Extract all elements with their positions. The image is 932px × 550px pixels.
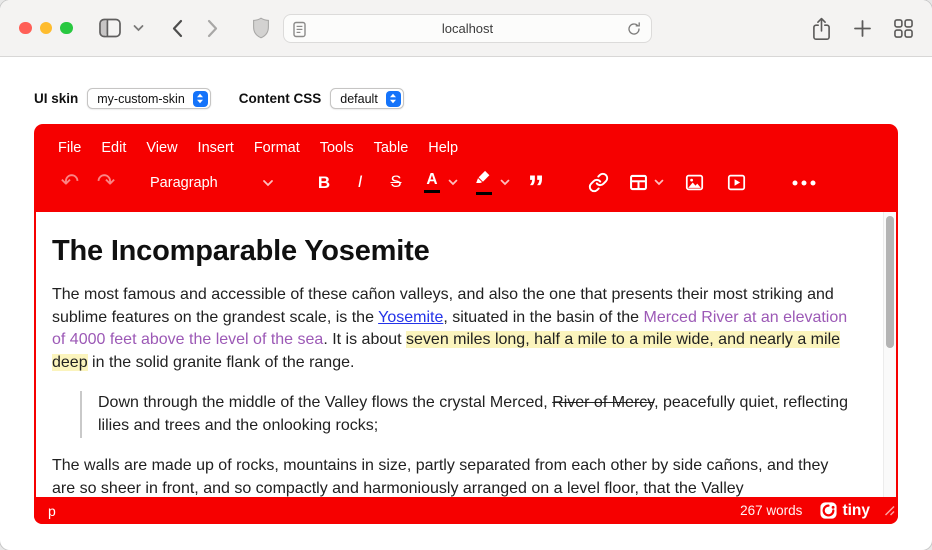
tinymce-editor	[34, 124, 898, 524]
ui-skin-value: my-custom-skin	[97, 91, 185, 106]
demo-controls	[34, 88, 932, 109]
resize-handle-icon[interactable]	[884, 503, 895, 521]
scrollbar-thumb[interactable]	[886, 216, 894, 348]
text-color-button[interactable]	[418, 166, 446, 200]
element-path[interactable]: p	[48, 502, 56, 519]
link-button[interactable]	[584, 166, 612, 200]
menu-help[interactable]: Help	[428, 140, 459, 156]
menu-format[interactable]: Format	[253, 140, 300, 156]
insert-image-button[interactable]	[680, 166, 708, 200]
tiny-brand-link[interactable]	[820, 502, 870, 520]
yosemite-link[interactable]: Yosemite	[378, 308, 444, 326]
paragraph-text: . It is about	[323, 331, 407, 348]
paragraph-text: in the solid granite flank of the range.	[87, 353, 355, 371]
quote-text: Down through the middle of the Valley flows the crystal Merced,	[98, 394, 553, 411]
content-css-select[interactable]	[330, 88, 404, 109]
menu-view[interactable]: View	[146, 140, 178, 156]
ellipsis-icon	[792, 180, 816, 186]
reload-icon[interactable]	[626, 21, 642, 37]
paragraph-text: , situated in the basin of the	[443, 308, 644, 326]
paragraph-text: The most famous and accessible of these cañon valleys, and also the one that presents their most striking and sublime features on the grandest scale, is the	[52, 286, 834, 326]
content-css-value: default	[340, 91, 378, 106]
highlight-color-button[interactable]	[470, 166, 498, 200]
traffic-lights	[19, 22, 73, 35]
address-bar[interactable]	[283, 14, 652, 43]
editor-toolbar	[34, 161, 898, 208]
highlight-color-swatch	[476, 192, 492, 196]
menu-insert[interactable]: Insert	[197, 140, 234, 156]
select-stepper-icon	[386, 91, 401, 107]
editor-content-area[interactable]	[36, 212, 896, 497]
new-tab-icon[interactable]	[854, 20, 871, 37]
menu-tools[interactable]: Tools	[319, 140, 354, 156]
blockquote-button[interactable]: ”	[527, 168, 545, 207]
media-icon	[726, 172, 747, 193]
italic-button[interactable]: I	[357, 173, 363, 191]
menu-edit[interactable]: Edit	[101, 140, 127, 156]
merced-river-visited-link[interactable]: Merced River at an elevation of 4000 feet above the level of the sea	[52, 308, 848, 348]
ui-skin-select[interactable]	[87, 88, 211, 109]
more-toolbar-button[interactable]	[790, 166, 818, 200]
editor-statusbar	[34, 497, 898, 524]
minimize-window-button[interactable]	[40, 22, 53, 35]
insert-media-button[interactable]	[722, 166, 750, 200]
highlighted-text: seven miles long, half a mile to a mile wide, and nearly a mile deep	[52, 331, 841, 371]
zoom-window-button[interactable]	[60, 22, 73, 35]
select-stepper-icon	[193, 91, 208, 107]
redo-icon: ↷	[96, 169, 116, 195]
menu-file[interactable]: File	[58, 140, 82, 156]
block-format-dropdown[interactable]	[144, 166, 280, 200]
privacy-shield-icon[interactable]	[252, 17, 270, 39]
highlight-color-chevron-icon[interactable]	[498, 166, 512, 200]
content-paragraph-2: The walls are made up of rocks, mountains in size, partly separated from each other by side cañons, and they are so sheer in front, and so compactly and harmoniously arranged on a level floor, that the Valley	[52, 457, 829, 497]
table-icon	[628, 172, 649, 193]
browser-toolbar	[0, 0, 932, 57]
quote-text: , peacefully quiet, reflecting lilies and trees and the onlooking rocks;	[98, 394, 848, 434]
content-css-label: Content CSS	[238, 91, 322, 106]
tiny-brand-text: tiny	[842, 501, 870, 519]
image-icon	[684, 172, 705, 193]
undo-icon: ↶	[60, 169, 80, 195]
sidebar-toggle-icon[interactable]	[99, 18, 121, 38]
undo-button[interactable]	[56, 166, 84, 200]
link-icon	[588, 172, 609, 193]
text-color-chevron-icon[interactable]	[446, 166, 460, 200]
back-button[interactable]	[171, 19, 183, 38]
forward-button[interactable]	[207, 19, 219, 38]
close-window-button[interactable]	[19, 22, 32, 35]
page-icon	[293, 21, 306, 38]
tiny-logo-icon	[820, 502, 837, 519]
tab-overview-icon[interactable]	[894, 19, 913, 38]
ui-skin-label: UI skin	[34, 91, 79, 106]
share-icon[interactable]	[812, 17, 831, 41]
text-color-icon: A	[426, 171, 438, 188]
table-button[interactable]	[624, 166, 652, 200]
editor-menubar	[34, 124, 898, 161]
url-text: localhost	[441, 21, 494, 36]
sidebar-chevron-down-icon[interactable]	[133, 24, 144, 32]
content-heading: The Incomparable Yosemite	[52, 235, 430, 267]
content-blockquote	[80, 391, 854, 438]
chevron-down-icon	[262, 179, 274, 187]
bold-button[interactable]: B	[317, 172, 331, 192]
highlighter-icon	[475, 170, 493, 190]
content-scrollbar[interactable]	[883, 212, 896, 497]
strikethrough-button[interactable]: S	[390, 173, 402, 191]
table-chevron-icon[interactable]	[652, 166, 666, 200]
text-color-swatch	[424, 190, 440, 194]
menu-table[interactable]: Table	[373, 140, 409, 156]
content-paragraph-1	[52, 284, 854, 374]
strikethrough-text: River of Mercy	[552, 394, 655, 411]
block-format-label: Paragraph	[150, 174, 218, 191]
redo-button[interactable]	[92, 166, 120, 200]
word-count[interactable]: 267 words	[740, 503, 803, 518]
